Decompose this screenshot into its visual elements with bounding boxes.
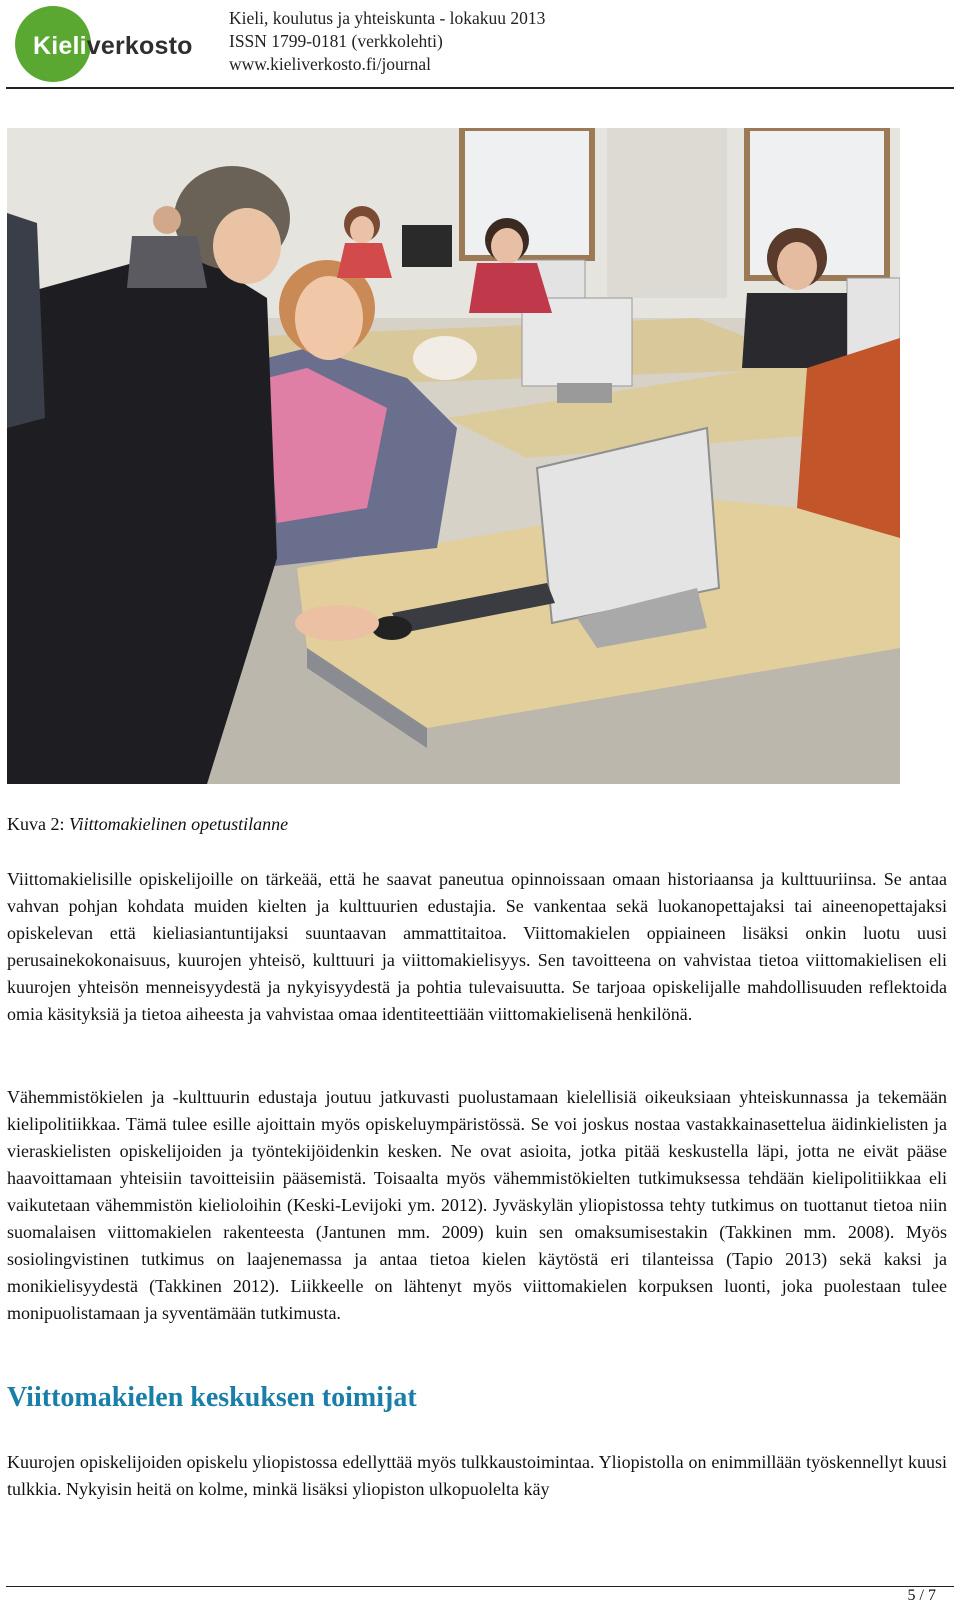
journal-issn: ISSN 1799-0181 (verkkolehti)	[229, 31, 443, 51]
logo-text-kieli: Kieli	[33, 32, 87, 60]
header-divider	[6, 87, 954, 89]
journal-title: Kieli, koulutus ja yhteiskunta - lokakuu 2013	[229, 8, 546, 28]
figure-caption	[7, 814, 288, 835]
page-number: 5 / 7	[907, 1587, 936, 1604]
body-paragraph-3: Kuurojen opiskelijoiden opiskelu yliopistossa edellyttää myös tulkkaustoimintaa. Yliopistolla on enimmillään työskennellyt kuusi tulkkia. Nykyisin heitä on kolme, minkä lisäksi yliopiston ulkopuolelta käy	[7, 1452, 947, 1499]
body-paragraph-1: Viittomakielisille opiskelijoille on tärkeää, että he saavat paneutua opinnoissaan omaan historiaansa ja kulttuuriinsa. Se antaa vahvan pohjan kohdata muiden kielten ja kulttuurien edustajia. Se vankentaa sekä luokanopettajaksi tai aineenopettajaksi opiskelevan että kieliasiantuntijaksi suuntaavan ammattitaitoa. Viittomakielen oppiaineen lisäksi onkin luotu uusi perusainekokonaisuus, kuurojen yhteisö, kulttuuri ja viittomakielisyys. Sen tavoitteena on vahvistaa tietoa viittomakielisen eli kuurojen yhteisön menneisyydestä ja nykyisyydestä ja pohtia tulevaisuutta. Se tarjoaa opiskelijalle mahdollisuuden reflektoida omia käsityksiä ja tietoa aiheesta ja vahvistaa omaa identiteettiään viittomakielisenä henkilönä.	[7, 869, 947, 1024]
footer-divider	[6, 1586, 954, 1587]
logo-text-verkosto: verkosto	[86, 32, 193, 60]
journal-meta	[229, 7, 545, 76]
kieliverkosto-logo[interactable]	[15, 6, 220, 82]
page-header	[0, 0, 960, 88]
classroom-photo	[7, 128, 900, 784]
classroom-photo-drawing	[7, 128, 900, 784]
journal-url[interactable]: www.kieliverkosto.fi/journal	[229, 54, 432, 74]
body-paragraph-2: Vähemmistökielen ja -kulttuurin edustaja joutuu jatkuvasti puolustamaan kielellisiä oikeuksiaan yhteiskunnassa ja tekemään kielipolitiikkaa. Tämä tulee esille ajoittain myös opiskeluympäristössä. Se voi joskus nostaa vastakkainasettelua äidinkielisten ja vieraskielisten opiskelijoiden ja työntekijöidenkin kesken. Ne ovat asioita, jotka pitää keskustella läpi, jotta ne eivät pääse haavoittamaan yhteisiin tavoitteisiin pääsemistä. Toisaalta myös vähemmistökielten tutkimuksessa tehdään kielipolitiikkaa eli vaikutetaan vähemmistön kielioloihin (Keski-Levijoki ym. 2012). Jyväskylän yliopistossa tehty tutkimus on tuottanut tietoa niin suomalaisen viittomakielen rakenteesta (Jantunen mm. 2009) kuin sen omaksumisestakin (Takkinen mm. 2008). Myös sosiolingvistinen tutkimus on laajenemassa ja antaa tietoa kielen käytöstä eri tilanteissa (Tapio 2013) sekä kaksi ja monikielisyydestä (Takkinen 2012). Liikkeelle on lähtenyt myös viittomakielen korpuksen luonti, joka puolestaan tulee monipuolistamaan ja syventämään tutkimusta.	[7, 1087, 947, 1323]
logo-text	[33, 32, 193, 61]
section-heading: Viittomakielen keskuksen toimijat	[7, 1382, 417, 1413]
figure-caption-title: Viittomakielinen opetustilanne	[69, 814, 289, 834]
figure-caption-prefix: Kuva 2:	[7, 814, 69, 834]
